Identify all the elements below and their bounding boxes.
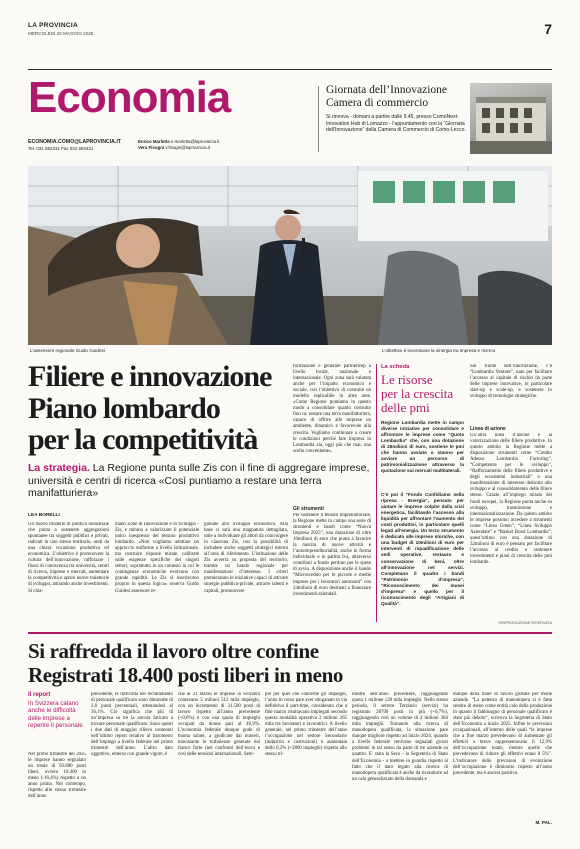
article2-side	[28, 692, 86, 730]
brief-photo	[470, 83, 552, 154]
sidebar-body2: C’è poi il “Fondo Confidiamo nella ripresa - Energia”, pensato per aiutare le imprese colpite dalla crisi energetica, facilitando l’accesso alla liquidità per affrontare l’aumento dei costi produttivi, in particolare quelli legati all’energia. Un terzo strumento è dedicato alle imprese storiche, con una budget di 10milioni di euro per interventi di riqualificazione delle sedi operative, restauro e conservazione di beni, oltre all’innovazione nei servizi. Completano il quadro i bandi “Patrimonio d’impresa”, “Riconoscimento dei musei d’impresa” e quello per il riconoscimento degli “Artigiani di Qualità”.	[381, 492, 464, 606]
article2-col2: precedente, le difficoltà nel reclutamento di personale qualificato sono diminuite di 2,8 punti percentuali, attestandosi al 36,1%. Ciò significa che più di un’impresa su tre la ancora faticato a trovare personale qualificato. Sono questi i due dati di maggior rilievo contenuti nell’ultimo report relativo al barometro dell’impiego a livello federale nel primo trimestre dell’anno. L’altro dato oggettivo, emerso con grande vigore, è	[91, 692, 173, 758]
article2-col5: mestre dell’anno precedente, raggiungendo quota 1 milione 128 mila impieghi. Nello stesso periodo, il settore Terziario (servizi) ha registrato 28700 posti in più (+0,7%), raggiungendo così un volume di 4 milioni 384 mila impieghi. Tornando alla ricerca di manodopera qualificata, la situazione pare dunque migliore rispetto ad inizio 2024, quando a livello federale venivano segnalati grossi problemi in tal senso da parte di tre aziende su quattro. E’ stata la Seco - la Segreteria di Stato dell’Economia - a mettere in guardia rispetto al fatto che il dato legato alla ricerca di manodopera qualificata è anche da ricondurre ad un calo generalizzato della domanda e	[352, 692, 448, 782]
article2-summary: In Svizzera calano anche le difficoltà delle imprese a reperire il personale	[28, 700, 83, 730]
masthead-rule	[28, 69, 552, 70]
article1-byline: LEA BORELLI	[28, 513, 60, 518]
article2-headline: Si raffredda il lavoro oltre confine Registrati 18.400 posti liberi in meno	[28, 639, 343, 687]
section-contact	[28, 139, 138, 151]
sidebar-label: La scheda	[381, 364, 410, 370]
building-image	[470, 83, 552, 154]
staff-item: Enrico Marletta e.marletta@laprovincia.it	[138, 139, 220, 144]
article2-col3: che al 31 marzo le imprese in Svizzera contavano 5 milioni 512 mila impieghi, con un incremento di 31.500 posti di lavoro rispetto all’anno precedente (+0,6%) e con una quota di impieghi occupati da donne pari al 46,9%. L’economia federale dunque gode di buona salute, a giudicare dai numeri, nonostante le turbolenze generate dal franco forte (nei confronti dell’euro) e così delle tensioni internazionali. Sem-	[178, 692, 260, 758]
article-divider	[28, 632, 552, 634]
article2-label: Il report	[28, 692, 51, 698]
article2-signature: M. PAL.	[535, 820, 552, 825]
masthead	[28, 22, 552, 48]
photo-caption-right: L’obiettivo è incentivare la sinergia tra impresa e ricerca	[382, 348, 496, 353]
article1-col2: mano Zone di Innovazione e di Sviluppo - Zis, e mirano a valorizzare il potenziale unico inespresso del tessuto produttivo lombardo. «Non vogliamo adottare un approccio uniforme a livello istituzionale, ma costruire risposte mirate, calibrate sulle esigenze specifiche dei singoli settori, soprattutto in un contesto in cui le contingenze economiche evolvono con grande rapidità. Le Zis si inseriscono proprio in questa logica» osserva Guido Guidesi assessore re-	[115, 522, 199, 594]
section-staff	[138, 139, 288, 151]
brief-body: Si rinnova - domani a partire dalle 9.45, presso ComoNext-Innovation Hub di Lomazzo - l’appuntamento con la “Giornata dell’Innovazione” della Camera di Commercio di Como-Lecco.	[326, 114, 466, 134]
article1-kicker: La strategia.	[28, 462, 90, 474]
article1-summary: La strategia. La Regione punta sulle Zis con il fine di aggregare imprese, università e centri di ricerca «Così puntiamo a restare una terra manifatturiera»	[28, 462, 370, 500]
issue-date: MERCOLEDÌ 28 MAGGIO 2025	[28, 31, 94, 36]
sidebar-scheda	[381, 364, 464, 626]
event-image	[28, 166, 552, 345]
brief-divider	[318, 86, 319, 152]
article2-col4: pre per quel che concerne gli impieghi, l’anno in corso pare aver sdoganato in via definitiva il part-time, considerato che a fine marzo risultavano impiegati secondo questa modalità operativa 2 milioni 265 mila tra lavoratori e lavoratrici. A livello generale, nel primo trimestre dell’anno l’occupazione nel settore Secondario (industria e costruzioni) è aumentata dello 0,2% (+2800 impieghi) rispetto allo stesso tri-	[265, 692, 347, 758]
section-phone: Tel. 031 582311 Fax 031 582421	[28, 146, 94, 151]
sidebar-title: Le risorse per la crescita delle pmi	[381, 372, 454, 415]
sidebar-col2: Sul fronte dell’innovazione, c’è “Lombardia Venture”, nato per facilitare l’accesso al capitale di rischio da parte delle imprese innovative, in particolare start-up e scale-up, e sostenere lo sviluppo di tecnologie strategiche. Linea di azione Un’altra linea d’azione è la valorizzazione delle filiere produttive. In questo ambito la Regione mette a disposizione strumenti come “Credito Adesso Lombardia Factoring”, “Competenze per le sviluppo”, “Rafforzamento delle filiere produttive e degli ecosistemi industriali” e una manifestazione di interesse dedicata allo sviluppo e al consolidamento delle filiere stesse. Grazie all’impiego mirato dei fondi europei, la Regione punta anche su sviluppo, trasmissione e internazionalizzazione. Da questo ambito le imprese possono accedere a strumenti come “Linea Green”, “Linea Sviluppo Aziendale” e “Basket Bond Lombardia”, quest’ultimo con una dotazione di 32milioni di euro è pensato per facilitare l’accesso al credito e sostenere investimenti e piani di crescita delle pmi lombarde. ©RIPRODUZIONE RISERVATA	[470, 364, 552, 625]
sidebar-subheading: Linea di azione	[470, 426, 506, 432]
article1-col4: formazione e generare partnership a livello locale, nazionale e internazionale. Ogni zona sarà valutata anche per l’impatto economico e sociale, con l’obiettivo di costruire un modello replicabile in altre aree. «Come Regione puntiamo in questo modo a consolidare quanto costruito fino ra: restare una terra manifatturiera, capace di offrire alle imprese un ambiente, dinamico e favorevole alla crescita. Vogliamo continuare a creare le condizioni perché fare impresa in Lombardia sia, oggi più che mai, una scelta conveniente». Gli strumenti Per sostenere il tessuto imprenditoriale, la Regione mette in campo una serie di strumenti e bandi come “Nuova Impresa 2025”, una dotazione di oltre 10milioni di euro che punta a favorire la nascita di nuove attività e l’autoimprenditorialità, anche in forma individuale o in partita Iva, attraverso contributi a fondo perduto per le spese di avvio. A disposizione anche il bando “Microcredito per le piccole e medie imprese per i lavoratori autonomi” con 24milioni di euro destinati a finanziare investimenti aziendali.	[293, 364, 371, 597]
article1-col3: gionale allo Sviluppo economico. Alla base ci sarà una mappatura dettagliata, utile a individuare gli attori da coinvolgere in ciascuna Zis, con la possibilità di includere anche soggetti strategici esterni all’area di riferimento. L’istituzione delle Zis avverrà su proposta del territorio, tramite un bando regionale per manifestazioni d’interesse. I criteri premieranno le iniziative capaci di attivare sinergie pubblico-private, attrarre talenti e capitali, promuovere	[204, 522, 288, 594]
staff-item: Vera Fisogni v.fisogni@laprovincia.it	[138, 145, 210, 150]
paper-name: LA PROVINCIA	[28, 22, 78, 29]
main-photo	[28, 166, 552, 345]
page-number: 7	[544, 21, 552, 37]
article2-col1: Nel primo trimestre del 2025 le imprese hanno segnalato un totale di 93.800 posti liberi, ovvero 18.400 in meno (-16,4%) rispetto a un anno prima. Nel contempo, rispetto allo stesso trimestre dell’anno	[28, 752, 86, 800]
article1-col1: Un nuovo modello di politica industriale che punta a sostenere aggregazioni spontanee tra soggetti pubblici e privati, radicati in uno stesso territorio, uniti da una chiara vocazione produttiva ed economica. L’obiettivo è promuovere la cultura dell’innovazione, rafforzare i flussi di conoscenza tra università, centri di ricerca, imprese e mercati, aumentare la competitività e aprire nuove traiettorie di sviluppo, attirando anche investimenti. Si chia-	[28, 522, 109, 594]
copyright-note: ©RIPRODUZIONE RISERVATA	[498, 621, 552, 625]
sidebar-divider	[376, 364, 377, 622]
photo-caption-left: L’assessore regionale Guido Guidesi	[30, 348, 105, 353]
section-email[interactable]: ECONOMIA.COMO@LAPROVINCIA.IT	[28, 139, 121, 145]
article2-col6: dunque della mole di lavoro globale per molte aziende. “La potenza di manodopera si è fatta sentire di meno come entità calo della produzione in quanto il fabbisogno di personale qualificato è stato più debole”, scriveva la Segreteria di Stato dell’Economia a inizio 2025. Infine le previsioni occupazionali, all’interno delle quali “le imprese che a fine marzo prevedevano di aumentare gli effettivi a breve rappresentavano il 12,9% dell’occupazione totale, mentre quelle che prevedevano di ridurre gli effettivi erano il 5%”. L’indicatore delle previsioni di evoluzione dell’occupazione è diminuito rispetto all’anno precedente, ma è ancora positivo. M. PAL.	[453, 692, 552, 825]
article1-headline: Filiere e innovazione Piano lombardo per la competitività	[28, 360, 272, 456]
brief-title: Giornata dell’Innovazione Camera di commercio	[326, 84, 448, 109]
sidebar-body1: Regione Lombardia mette in campo diverse iniziative per consolidare e affrontare le imprese come “Quota Lombardia” che, con una dotazione di 25milioni di euro, sostiene le pmi che hanno avviato o stanno per avviare un percorso di patrimonializzazione attraverso la quotazione sui mercati multilaterali.	[381, 420, 464, 474]
section-title: Economia	[28, 73, 231, 122]
article1-subheading: Gli strumenti	[293, 506, 324, 512]
brief-box	[326, 84, 466, 134]
